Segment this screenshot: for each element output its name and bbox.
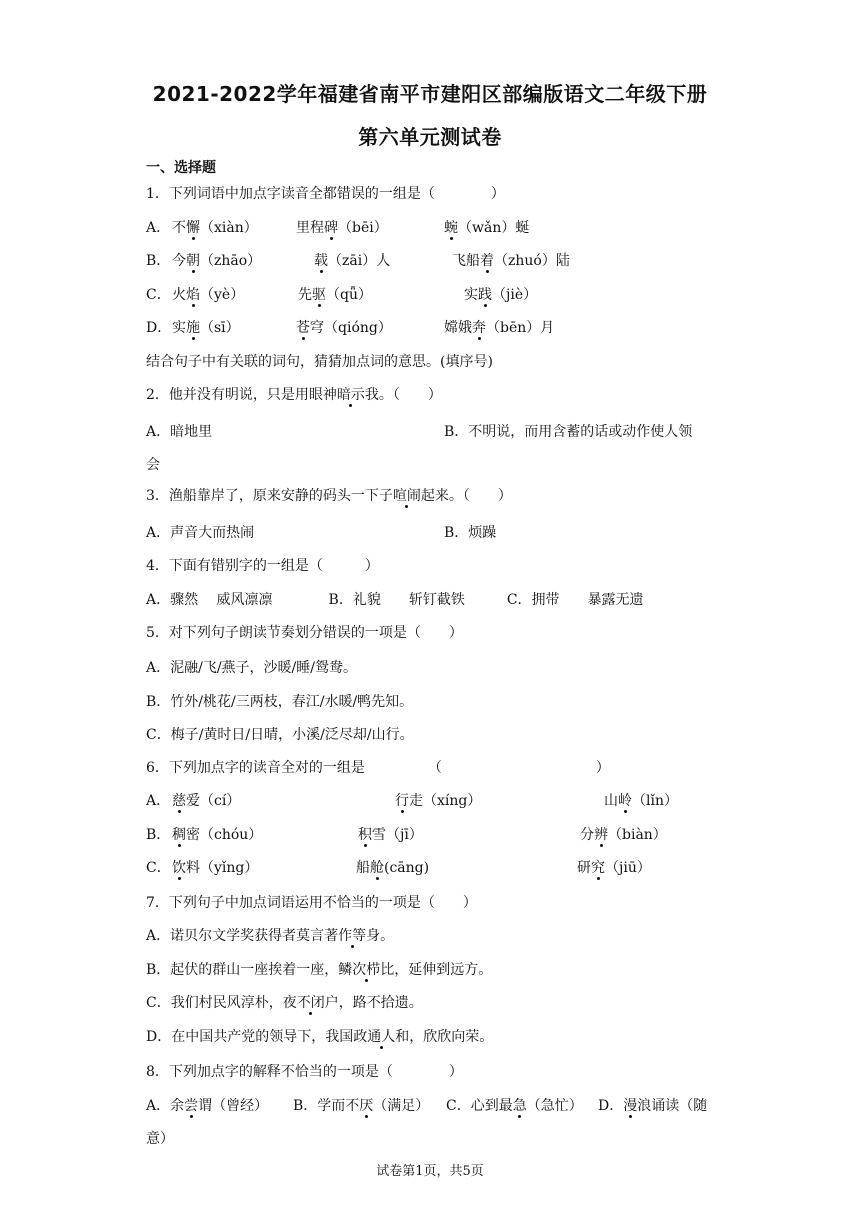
q8-option-d-continued: 意） (146, 1131, 174, 1147)
exam-title-line2: 第六单元测试卷 (358, 125, 502, 149)
q6-option-c-label: C． (146, 860, 171, 876)
q1-option-a-label: A． (146, 220, 171, 236)
q1-option-c-label: C． (146, 287, 171, 303)
q1-option-d-item-3: 嫦娥奔（bēn）月 (444, 320, 555, 336)
q7-option-d: D．在中国共产党的领导下，我国政通人和，欣欣向荣。 (146, 1029, 494, 1045)
q1-option-b-item-2: 载（zāi）人 (314, 253, 391, 269)
q1-option-c-item-2: 先驱（qǖ） (298, 287, 372, 303)
q3-option-a: A．声音大而热闹 (146, 525, 255, 541)
q8-option-b: B．学而不厌（满足） (293, 1098, 430, 1114)
question-5-stem: 5．对下列句子朗读节奏划分错误的一项是（ ） (146, 625, 463, 641)
q2-option-b: B．不明说，而用含蓄的话或动作使人领 (444, 424, 693, 440)
exam-title-line1: 2021-2022学年福建省南平市建阳区部编版语文二年级下册 (152, 82, 708, 106)
q1-option-b-item-3: 飞船着（zhuó）陆 (452, 253, 570, 269)
q1-option-d-item-2: 苍穹（qióng） (296, 320, 392, 336)
q1-option-d-item-1: 实施（sī） (172, 320, 240, 336)
q5-option-c: C．梅子/黄时日/日晴，小溪/泛尽却/山行。 (146, 727, 414, 743)
q3-option-b: B．烦躁 (444, 525, 497, 541)
question-8-stem: 8．下列加点字的解释不恰当的一项是（ ） (146, 1064, 463, 1080)
question-3-stem: 3．渔船靠岸了，原来安静的码头一下子喧闹起来。（ ） (146, 488, 512, 504)
q6-option-b-label: B． (146, 827, 171, 843)
question-6-stem: 6．下列加点字的读音全对的一组是 （ ） (146, 760, 610, 776)
q8-option-c: C．心到最急（急忙） (446, 1098, 583, 1114)
q6-option-c-item-1: 饮料（yǐng） (172, 860, 259, 876)
q2-option-b-continued: 会 (146, 457, 160, 473)
q6-option-c-item-3: 研究（jiū） (577, 860, 651, 876)
q7-option-a: A．诺贝尔文学奖获得者莫言著作等身。 (146, 928, 395, 944)
question-1-stem: 1．下列词语中加点字读音全都错误的一组是（ ） (146, 186, 505, 202)
q8-option-a: A．余尝谓（曾经） (146, 1098, 276, 1114)
q6-option-b-item-1: 稠密（chóu） (172, 827, 263, 843)
q6-option-b-item-2: 积雪（jī） (358, 827, 423, 843)
q6-option-c-item-2: 船舱(cāng) (356, 860, 430, 876)
question-7-stem: 7．下列句子中加点词语运用不恰当的一项是（ ） (146, 895, 477, 911)
section-heading: 一、选择题 (146, 160, 216, 176)
instruction-text: 结合句子中有关联的词句，猜猜加点词的意思。(填序号) (146, 354, 493, 370)
q4-options: A．骤然 威风凛凛 B．礼貌 斩钉截铁 C．拥带 暴露无遗 (146, 592, 644, 608)
q5-option-b: B．竹外/桃花/三两枝，春江/水暖/鸭先知。 (146, 694, 414, 710)
q6-option-a-label: A． (146, 793, 171, 809)
q6-option-a-item-3: 山岭（lǐn） (604, 793, 678, 809)
q1-option-a-item-3: 蜿（wǎn）蜒 (444, 220, 530, 236)
q1-option-c-item-3: 实践（jiè） (464, 287, 538, 303)
q1-option-d-label: D． (146, 320, 172, 336)
question-2-stem: 2．他并没有明说，只是用眼神暗示我。（ ） (146, 387, 442, 403)
q6-option-a-item-2: 行走（xíng） (395, 793, 482, 809)
q8-option-d: D．漫浪诵读（随 (598, 1098, 708, 1114)
q1-option-a-item-1: 不懈（xiàn） (172, 220, 258, 236)
q1-option-a-item-2: 里程碑（bēi） (296, 220, 388, 236)
q6-option-a-item-1: 慈爱（cí） (172, 793, 241, 809)
question-4-stem: 4．下面有错别字的一组是（ ） (146, 558, 379, 574)
q1-option-b-label: B． (146, 253, 171, 269)
page-footer: 试卷第1页，共5页 (376, 1164, 484, 1179)
q7-option-c: C．我们村民风淳朴，夜不闭户，路不拾遗。 (146, 995, 423, 1011)
q1-option-b-item-1: 今朝（zhāo） (172, 253, 262, 269)
q2-option-a: A．暗地里 (146, 424, 213, 440)
q7-option-b: B．起伏的群山一座挨着一座，鳞次栉比，延伸到远方。 (146, 962, 493, 978)
q1-option-c-item-1: 火焰（yè） (172, 287, 245, 303)
q6-option-b-item-3: 分辨（biàn） (580, 827, 667, 843)
q5-option-a: A．泥融/飞/燕子，沙暖/睡/鸳鸯。 (146, 660, 357, 676)
